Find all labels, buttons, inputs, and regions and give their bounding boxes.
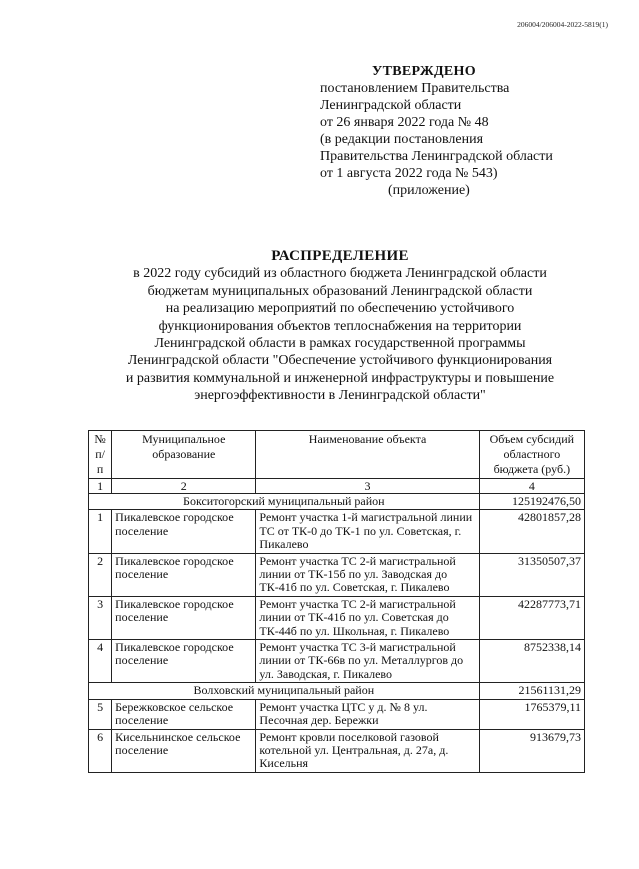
distribution-line: на реализацию мероприятий по обеспечению устойчивого bbox=[165, 301, 515, 317]
table-row bbox=[89, 699, 585, 729]
table-header-row bbox=[89, 431, 585, 479]
column-index-row bbox=[89, 479, 585, 494]
document-code: 206004/206004-2022-5819(1) bbox=[517, 20, 608, 29]
distribution-line: энергоэффективности в Ленинградской области" bbox=[194, 388, 486, 404]
row-num: 2 bbox=[89, 553, 112, 596]
district-row bbox=[89, 683, 585, 699]
district-row bbox=[89, 494, 585, 510]
row-object: Ремонт участка ТС 2-й магистральной линии от ТК-41б по ул. Советская до ТК-44б по ул. Школьная, г. Пикалево bbox=[256, 596, 479, 639]
column-index: 3 bbox=[256, 479, 479, 494]
row-object: Ремонт участка ТС 2-й магистральной линии от ТК-15б по ул. Заводская до ТК-41б по ул. Советская, г. Пикалево bbox=[256, 553, 479, 596]
row-amount: 913679,73 bbox=[479, 729, 584, 772]
distribution-line: Ленинградской области в рамках государственной программы bbox=[154, 336, 526, 352]
table-row bbox=[89, 640, 585, 683]
distribution-line: в 2022 году субсидий из областного бюджета Ленинградской области bbox=[133, 266, 547, 282]
approval-line: от 26 января 2022 года № 48 bbox=[320, 115, 489, 130]
district-name: Бокситогорский муниципальный район bbox=[89, 494, 480, 510]
distribution-heading: РАСПРЕДЕЛЕНИЕ bbox=[271, 248, 409, 264]
row-municipality: Бережковское сельское поселение bbox=[112, 699, 256, 729]
row-object: Ремонт участка ТС 3-й магистральной линии от ТК-66в по ул. Металлургов до ул. Заводская, г. Пикалево bbox=[256, 640, 479, 683]
row-num: 3 bbox=[89, 596, 112, 639]
column-index: 1 bbox=[89, 479, 112, 494]
row-municipality: Пикалевское городское поселение bbox=[112, 596, 256, 639]
row-amount: 42287773,71 bbox=[479, 596, 584, 639]
approval-line: Правительства Ленинградской области bbox=[320, 149, 553, 164]
distribution-line: бюджетам муниципальных образований Ленинградской области bbox=[147, 283, 533, 299]
row-municipality: Пикалевское городское поселение bbox=[112, 553, 256, 596]
header-municipality: Муниципальное образование bbox=[112, 431, 256, 479]
row-amount: 42801857,28 bbox=[479, 510, 584, 553]
row-object: Ремонт участка ЦТС у д. № 8 ул. Песочная дер. Бережки bbox=[256, 699, 479, 729]
row-municipality: Пикалевское городское поселение bbox=[112, 640, 256, 683]
district-name: Волховский муниципальный район bbox=[89, 683, 480, 699]
table-row bbox=[89, 510, 585, 553]
subsidy-table bbox=[88, 430, 585, 773]
approval-block bbox=[320, 63, 553, 199]
row-object: Ремонт участка 1-й магистральной линии ТС от ТК-0 до ТК-1 по ул. Советская, г. Пикалево bbox=[256, 510, 479, 553]
table-row bbox=[89, 729, 585, 772]
header-num: № п/п bbox=[89, 431, 112, 479]
row-num: 5 bbox=[89, 699, 112, 729]
row-amount: 1765379,11 bbox=[479, 699, 584, 729]
column-index: 2 bbox=[112, 479, 256, 494]
distribution-line: и развития коммунальной и инженерной инфраструктуры и повышение bbox=[125, 370, 555, 386]
header-object: Наименование объекта bbox=[256, 431, 479, 479]
header-amount: Объем субсидий областного бюджета (руб.) bbox=[479, 431, 584, 479]
distribution-title-block bbox=[60, 248, 620, 405]
row-num: 1 bbox=[89, 510, 112, 553]
column-index: 4 bbox=[479, 479, 584, 494]
row-municipality: Пикалевское городское поселение bbox=[112, 510, 256, 553]
approval-line: (в редакции постановления bbox=[320, 132, 484, 147]
approval-line: постановлением Правительства bbox=[320, 81, 510, 96]
district-total: 125192476,50 bbox=[479, 494, 584, 510]
district-total: 21561131,29 bbox=[479, 683, 584, 699]
distribution-line: функционирования объектов теплоснабжения на территории bbox=[158, 318, 522, 334]
table-row bbox=[89, 553, 585, 596]
row-num: 6 bbox=[89, 729, 112, 772]
approval-title: УТВЕРЖДЕНО bbox=[372, 64, 476, 79]
row-num: 4 bbox=[89, 640, 112, 683]
row-amount: 31350507,37 bbox=[479, 553, 584, 596]
table-row bbox=[89, 596, 585, 639]
row-amount: 8752338,14 bbox=[479, 640, 584, 683]
approval-note: (приложение) bbox=[388, 183, 470, 198]
approval-line: от 1 августа 2022 года № 543) bbox=[320, 166, 498, 181]
row-object: Ремонт кровли поселковой газовой котельной ул. Центральная, д. 27а, д. Кисельня bbox=[256, 729, 479, 772]
approval-line: Ленинградской области bbox=[320, 98, 462, 113]
row-municipality: Кисельнинское сельское поселение bbox=[112, 729, 256, 772]
distribution-line: Ленинградской области "Обеспечение устойчивого функционирования bbox=[127, 353, 553, 369]
